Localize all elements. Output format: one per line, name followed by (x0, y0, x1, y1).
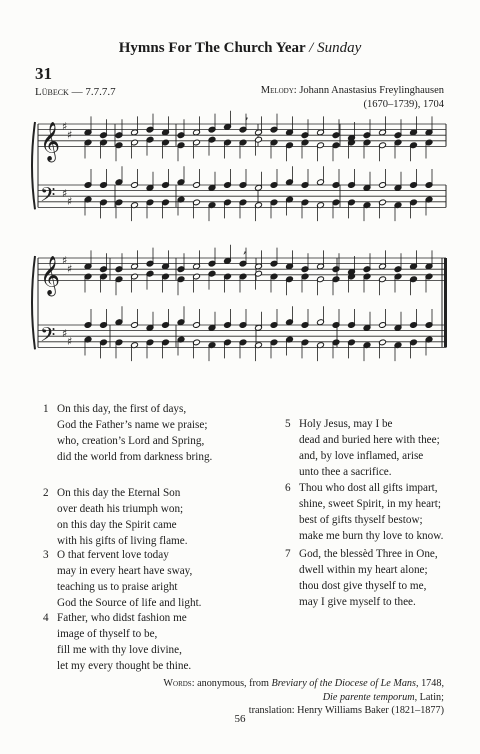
verse-line: who, creation’s Lord and Spring, (57, 435, 205, 447)
words-label: Words: (163, 678, 195, 689)
verse-2 (43, 485, 188, 549)
sharp-icon: ♯ (62, 186, 68, 200)
brace-icon (32, 122, 35, 209)
verse-number: 4 (43, 612, 49, 624)
verse-line: Holy Jesus, may I be (299, 418, 393, 430)
page-number: 56 (234, 713, 246, 725)
verse-line: God the Source of life and light. (57, 597, 202, 609)
verse-5 (285, 416, 440, 480)
verse-line: with his gifts of living flame. (57, 535, 188, 547)
verse-number: 1 (43, 403, 49, 415)
bass-clef-icon: 𝄢 (40, 322, 56, 351)
sharp-icon: ♯ (67, 262, 73, 276)
sharp-icon: ♯ (62, 326, 68, 340)
treble-clef-icon: 𝄞 (40, 121, 61, 162)
verse-line: on this day the Spirit came (57, 519, 177, 531)
verse-4 (43, 610, 192, 674)
verse-line: On this day the Eternal Son (57, 487, 181, 499)
words-source-year: , 1748, (415, 678, 444, 689)
verse-line: may in every heart have sway, (57, 565, 193, 577)
verse-line: God the Father’s name we praise; (57, 419, 208, 431)
verse-line: make me burn thy love to know. (299, 530, 444, 542)
melody-composer: Johann Anastasius Freylinghausen (299, 85, 444, 96)
verse-line: best of gifts thyself bestow; (299, 514, 423, 526)
verse-line: over death his triumph won; (57, 503, 184, 515)
verse-line: O that fervent love today (57, 549, 169, 561)
verse-line: God, the blessèd Three in One, (299, 548, 438, 560)
verse-line: Father, who didst fashion me (57, 612, 187, 624)
words-author: anonymous, from (197, 678, 269, 689)
melody-label: Melody: (260, 85, 297, 96)
tune-name: Lübeck — 7.7.7.7 (35, 86, 116, 98)
verse-number: 2 (43, 487, 49, 499)
verse-6 (285, 480, 444, 544)
verse-line: unto thee a sacrifice. (299, 466, 392, 478)
verse-line: and, by love inflamed, arise (299, 450, 424, 462)
words-credit (114, 677, 444, 718)
verse-line: Thou who dost all gifts impart, (299, 482, 438, 494)
verse-1 (43, 401, 213, 465)
final-barline-thick (444, 258, 447, 347)
verse-number: 7 (285, 548, 291, 560)
verse-line: On this day, the first of days, (57, 403, 187, 415)
verse-7 (285, 546, 438, 610)
words-translation: translation: Henry Williams Baker (1821–1877) (248, 705, 444, 716)
verse-line: thou dost give thyself to me, (299, 580, 427, 592)
verse-line: dead and buried here with thee; (299, 434, 440, 446)
bass-clef-icon: 𝄢 (40, 182, 56, 211)
verse-line: teaching us to praise aright (57, 581, 178, 593)
hymn-number: 31 (35, 64, 52, 83)
words-latin-title: Die parente temporum (322, 691, 415, 703)
words-latin-suffix: , Latin; (414, 691, 444, 703)
page-title-main: Hymns For The Church Year (118, 40, 306, 56)
verse-line: image of thyself to be, (57, 628, 158, 640)
verse-line: let my every thought be thine. (57, 660, 192, 672)
words-source-title: Breviary of the Diocese of Le Mans (271, 678, 416, 689)
treble-clef-icon: 𝄞 (40, 255, 61, 296)
verse-line: shine, sweet Spirit, in my heart; (299, 498, 441, 510)
breath-mark-icon: , (245, 108, 249, 122)
verse-line: did the world from darkness bring. (57, 451, 213, 463)
verse-number: 5 (285, 418, 291, 430)
melody-dates: (1670–1739), 1704 (363, 99, 444, 110)
page-title-subtitle: / Sunday (309, 40, 362, 56)
brace-icon (32, 256, 35, 349)
sharp-icon: ♯ (67, 128, 73, 142)
verse-3 (43, 547, 202, 611)
sharp-icon: ♯ (67, 195, 73, 209)
verse-number: 6 (285, 482, 291, 494)
sharp-icon: ♯ (62, 254, 68, 268)
verse-number: 3 (43, 549, 49, 561)
sharp-icon: ♯ (62, 120, 68, 134)
verse-line: fill me with thy love divine, (57, 644, 182, 656)
verse-line: may I give myself to thee. (299, 596, 416, 608)
sharp-icon: ♯ (67, 335, 73, 349)
breath-mark-icon: , (243, 242, 247, 256)
verse-line: dwell within my heart alone; (299, 564, 428, 576)
